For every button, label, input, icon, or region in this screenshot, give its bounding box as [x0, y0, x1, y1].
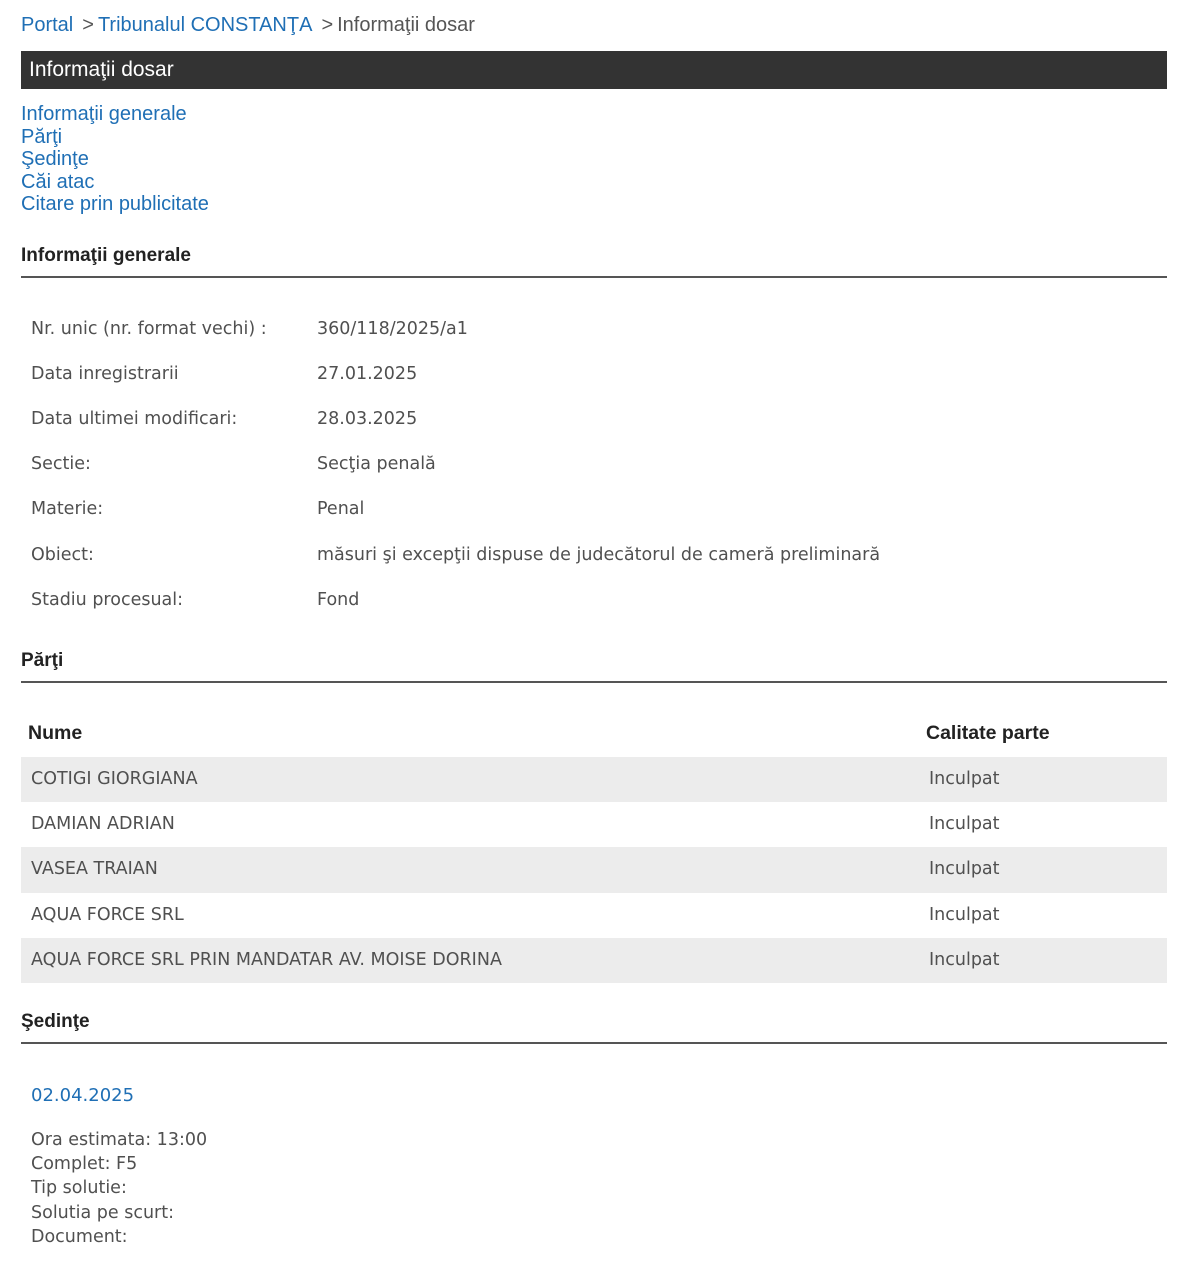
- info-value: 27.01.2025: [317, 363, 418, 384]
- party-role: Inculpat: [929, 904, 1000, 925]
- info-row-procedural-stage: [31, 577, 880, 622]
- breadcrumb-link-court[interactable]: Tribunalul CONSTANŢA: [97, 14, 313, 36]
- hearing-date-link[interactable]: 02.04.2025: [31, 1085, 135, 1106]
- info-row-section: [31, 442, 880, 487]
- toc-link-parties[interactable]: Părţi: [21, 125, 63, 148]
- breadcrumb-link-portal[interactable]: Portal: [21, 14, 74, 36]
- table-row: [21, 757, 1167, 802]
- section-heading-label: Informaţii generale: [21, 245, 191, 266]
- info-value: măsuri şi excepţii dispuse de judecătorul de cameră preliminară: [317, 544, 881, 565]
- info-row-registration-date: [31, 351, 880, 396]
- breadcrumb-current: Informaţii dosar: [337, 14, 475, 36]
- table-row: [21, 847, 1167, 892]
- table-header: [21, 710, 1167, 757]
- info-row-object: [31, 532, 880, 577]
- section-heading-general-info: [21, 244, 1167, 278]
- info-value: Penal: [317, 499, 365, 520]
- info-value: Secţia penală: [317, 454, 436, 475]
- info-value: Fond: [317, 589, 360, 610]
- column-header-name: Nume: [28, 722, 83, 744]
- info-label: Nr. unic (nr. format vechi) :: [31, 318, 267, 339]
- hearing-solution-summary: Solutia pe scurt:: [31, 1202, 174, 1223]
- page-title: Informaţii dosar: [21, 51, 1167, 89]
- party-name: AQUA FORCE SRL: [31, 904, 184, 925]
- hearing-estimated-time: Ora estimata: 13:00: [31, 1130, 208, 1150]
- toc-link-hearings[interactable]: Şedinţe: [21, 148, 89, 170]
- party-name: COTIGI GIORGIANA: [31, 769, 198, 789]
- section-heading-label: Şedinţe: [21, 1011, 90, 1032]
- toc-link-general-info[interactable]: Informaţii generale: [21, 103, 187, 125]
- general-info-table: [31, 306, 880, 622]
- info-label: Data ultimei modificari:: [31, 408, 238, 429]
- hearing-entry: [31, 1083, 207, 1249]
- breadcrumb-separator: >: [321, 14, 334, 36]
- party-role: Inculpat: [929, 769, 1000, 789]
- info-label: Sectie:: [31, 454, 91, 475]
- hearing-document: Document:: [31, 1226, 128, 1247]
- info-row-case-number: [31, 306, 880, 351]
- toc-link-public-summons[interactable]: Citare prin publicitate: [21, 193, 209, 215]
- info-label: Data inregistrarii: [31, 363, 179, 384]
- section-heading-parties: [21, 649, 1167, 683]
- section-heading-label: Părţi: [21, 650, 64, 671]
- hearing-solution-type: Tip solutie:: [31, 1178, 127, 1199]
- party-name: DAMIAN ADRIAN: [31, 814, 175, 835]
- info-label: Obiect:: [31, 544, 94, 565]
- toc-link-appeals[interactable]: Căi atac: [21, 170, 95, 193]
- table-row: [21, 893, 1167, 938]
- breadcrumb-separator: >: [82, 14, 94, 36]
- party-role: Inculpat: [929, 814, 1000, 835]
- hearing-panel: Complet: F5: [31, 1154, 138, 1175]
- info-row-last-modified: [31, 396, 880, 441]
- parties-table: [21, 710, 1167, 983]
- party-role: Inculpat: [929, 949, 1000, 970]
- party-name: VASEA TRAIAN: [31, 859, 158, 880]
- hearing-details: [31, 1128, 207, 1249]
- party-role: Inculpat: [929, 859, 1000, 880]
- section-heading-hearings: [21, 1010, 1167, 1044]
- info-label: Materie:: [31, 499, 104, 520]
- info-label: Stadiu procesual:: [31, 589, 184, 610]
- info-value: 28.03.2025: [317, 408, 418, 429]
- party-name: AQUA FORCE SRL PRIN MANDATAR AV. MOISE DORINA: [31, 949, 502, 970]
- table-row: [21, 938, 1167, 983]
- breadcrumb: [21, 11, 475, 39]
- table-row: [21, 802, 1167, 847]
- info-row-matter: [31, 487, 880, 532]
- column-header-role: Calitate parte: [926, 722, 1050, 744]
- info-value: 360/118/2025/a1: [317, 318, 468, 339]
- table-of-contents: [21, 103, 209, 216]
